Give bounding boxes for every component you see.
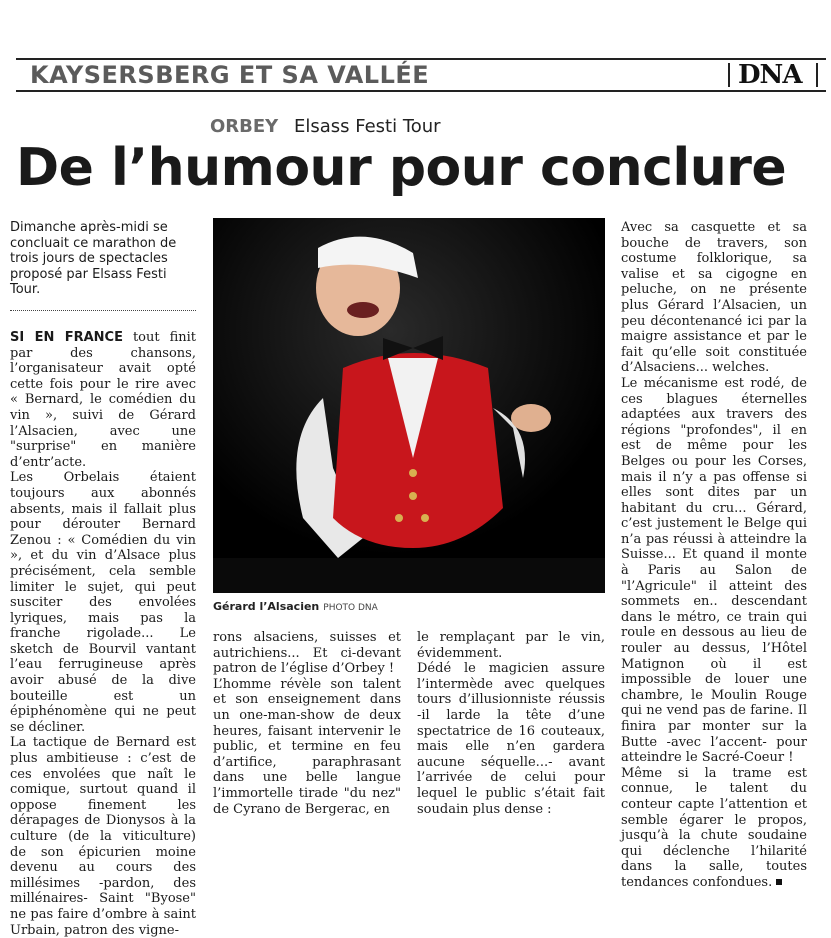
logo-separator-right [816,63,818,87]
col2-paragraph-2: L’homme révèle son talent et son enseignement dans un one-man-show de deux heures, faisant intervenir le public, et termine en feu d’artifice, paraphrasant dans une belle langue l’immortelle tirade "du nez" de Cyrano de Bergerac, en [213,676,401,817]
col1-paragraph-2: Les Orbelais étaient toujours aux abonnés absents, mais il fallait plus pour dérouter Bernard Zenou : « Comédien du vin », et du vin d’Alsace plus précisément, cela semble limiter le sujet, qui peut susciter des envolées lyriques, mais pas la franche rigolade... Le sketch de Bourvil vantant l’eau ferrugineuse après avoir abusé de la dive bouteille est un épiphénomène qui ne peut se décliner. [10,470,196,735]
column-2 [213,630,401,817]
kicker [210,116,441,137]
kicker-location: ORBEY [210,116,279,137]
kicker-tag: Elsass Festi Tour [293,116,441,137]
lead-in: SI EN FRANCE [10,330,123,345]
article-photo [213,218,605,593]
photo-caption [213,600,378,613]
headline: De l’humour pour conclure [16,138,787,198]
col4-paragraph-1: Avec sa casquette et sa bouche de travers, son costume folklorique, sa valise et sa cigogne en peluche, on ne présente plus Gérard l’Alsacien, un peu décontenancé ici par la maigre assistance et par le fait qu’elle soit constituée d’Alsaciens... welches. [621,220,807,376]
col4-paragraph-3: Même si la trame est connue, le talent du conteur capte l’attention et semble égarer le propos, jusqu’à la chute soudaine qui déclenche l’hilarité dans la salle, toutes tendances confondues. [621,765,807,890]
dotted-divider [10,310,196,311]
section-title: KAYSERSBERG ET SA VALLÉE [30,61,430,89]
article-standfirst: Dimanche après-midi se concluait ce marathon de trois jours de spectacles proposé par Elsass Festi Tour. [10,220,177,298]
column-1 [10,330,196,938]
col3-paragraph-1: le remplaçant par le vin, évidemment. [417,630,605,661]
col3-paragraph-2: Dédé le magicien assure l’intermède avec quelques tours d’illusionniste réussis -il larde la tête d’une spectatrice de 16 couteaux, mais elle n’en gardera aucune séquelle...- avant l’arrivée de celui pour lequel le public s’était fait soudain plus dense : [417,661,605,817]
header-rule-top [16,58,826,60]
logo-separator [728,63,730,87]
caption-text: Gérard l’Alsacien [213,600,320,613]
column-3 [417,630,605,817]
photo-credit: PHOTO DNA [323,603,378,613]
col2-paragraph-1: rons alsaciens, suisses et autrichiens... Et ci-devant patron de l’église d’Orbey ! [213,630,401,677]
column-4 [621,220,807,891]
end-mark-icon [776,879,782,885]
newspaper-logo: DNA [738,60,802,90]
performer-illustration [213,218,605,593]
header-rule-bottom [16,90,826,92]
col1-paragraph-3: La tactique de Bernard est plus ambitieuse : c’est de ces envolées que naît le comique, surtout quand il oppose finement les dérapages de Dionysos à la culture (de la viticulture) de son épicurien moine devenu au cours des millésimes -pardon, des millénaires- Saint "Byose" ne pas faire d’ombre à saint Urbain, patron des vigne- [10,735,196,938]
col1-paragraph-1: tout finit par des chansons, l’organisateur avait opté cette fois pour le rire avec « Bernard, le comédien du vin », suivi de Gérard l’Alsacien, avec une "surprise" en manière d’entr’acte. [10,330,197,470]
section-header [16,58,826,92]
col4-paragraph-2: Le mécanisme est rodé, de ces blagues éternelles adaptées aux travers des régions "profondes", il en est de même pour les Belges ou pour les Corses, mais il n’y a pas offense si elles sont dites par un habitant du cru... Gérard, c’est justement le Belge qui n’a pas réussi à atteindre la Suisse... Et quand il monte à Paris au Salon de "l’Agricule" il atteint des sommets en.. descendant dans le métro, ce train qui roule en dessous au lieu de rouler au dessus, l’Hôtel Matignon où il est impossible de louer une chambre, le Moulin Rouge qui ne vend pas de farine. Il finira par monter sur la Butte -avec l’accent- pour atteindre le Sacré-Coeur ! [621,375,807,766]
